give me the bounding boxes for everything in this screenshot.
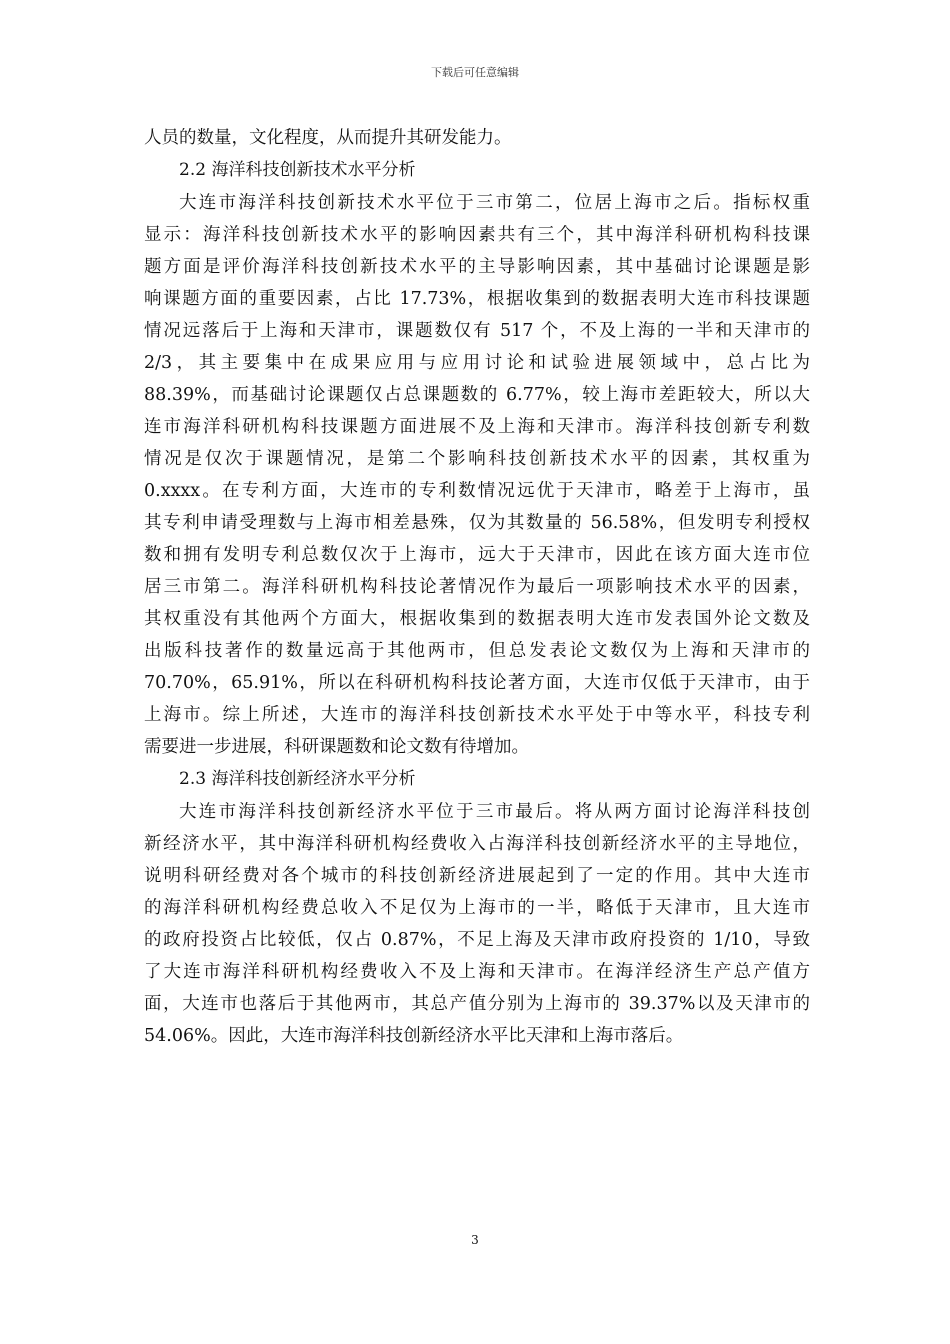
text-line: 新经济水平，其中海洋科研机构经费收入占海洋科技创新经济水平的主导地位， [144,834,810,854]
text-line: 上海市。综上所述，大连市的海洋科技创新技术水平处于中等水平，科技专利 [144,705,810,725]
text-line: 响课题方面的重要因素，占比 17.73%，根据收集到的数据表明大连市科技课题 [144,289,810,309]
text-line: 的政府投资占比较低，仅占 0.87%，不足上海及天津市政府投资的 1/10，导致 [144,930,810,950]
text-line: 连市海洋科研机构科技课题方面进展不及上海和天津市。海洋科技创新专利数 [144,417,810,437]
text-line: 面，大连市也落后于其他两市，其总产值分别为上海市的 39.37%以及天津市的 [144,994,810,1014]
text-line: 需要进一步进展，科研课题数和论文数有待增加。 [144,737,529,757]
paragraph-first-line: 大连市海洋科技创新技术水平位于三市第二，位居上海市之后。指标权重 [179,193,810,213]
text-line: 人员的数量，文化程度，从而提升其研发能力。 [144,128,512,148]
text-line: 居三市第二。海洋科研机构科技论著情况作为最后一项影响技术水平的因素， [144,577,810,597]
text-line: 了大连市海洋科研机构经费收入不及上海和天津市。在海洋经济生产总产值方 [144,962,810,982]
text-line: 显示：海洋科技创新技术水平的影响因素共有三个，其中海洋科研机构科技课 [144,225,810,245]
text-line: 0.xxxx。在专利方面，大连市的专利数情况远优于天津市，略差于上海市，虽 [144,481,810,501]
text-line: 出版科技著作的数量远高于其他两市，但总发表论文数仅为上海和天津市的 [144,641,810,661]
text-line: 的海洋科研机构经费总收入不足仅为上海市的一半，略低于天津市，且大连市 [144,898,810,918]
text-line: 54.06%。因此，大连市海洋科技创新经济水平比天津和上海市落后。 [144,1026,684,1046]
document-body [144,122,810,1052]
text-line: 说明科研经费对各个城市的科技创新经济进展起到了一定的作用。其中大连市 [144,866,810,886]
page-number: 3 [471,1233,479,1247]
text-line: 情况是仅次于课题情况，是第二个影响科技创新技术水平的因素，其权重为 [144,449,810,469]
text-line: 2/3，其主要集中在成果应用与应用讨论和试验进展领域中，总占比为 [144,353,810,373]
text-line: 70.70%，65.91%，所以在科研机构科技论著方面，大连市仅低于天津市，由于 [144,673,810,693]
text-line: 其专利申请受理数与上海市相差悬殊，仅为其数量的 56.58%，但发明专利授权 [144,513,810,533]
text-line: 情况远落后于上海和天津市，课题数仅有 517 个，不及上海的一半和天津市的 [144,321,810,341]
paragraph-first-line: 大连市海洋科技创新经济水平位于三市最后。将从两方面讨论海洋科技创 [179,802,810,822]
section-heading: 2.2 海洋科技创新技术水平分析 [179,160,416,180]
text-line: 数和拥有发明专利总数仅次于上海市，远大于天津市，因此在该方面大连市位 [144,545,810,565]
section-heading: 2.3 海洋科技创新经济水平分析 [179,769,416,789]
text-line: 其权重没有其他两个方面大，根据收集到的数据表明大连市发表国外论文数及 [144,609,810,629]
text-line: 题方面是评价海洋科技创新技术水平的主导影响因素，其中基础讨论课题是影 [144,257,810,277]
text-line: 88.39%，而基础讨论课题仅占总课题数的 6.77%，较上海市差距较大，所以大 [144,385,810,405]
page-header: 下载后可任意编辑 [431,66,519,79]
